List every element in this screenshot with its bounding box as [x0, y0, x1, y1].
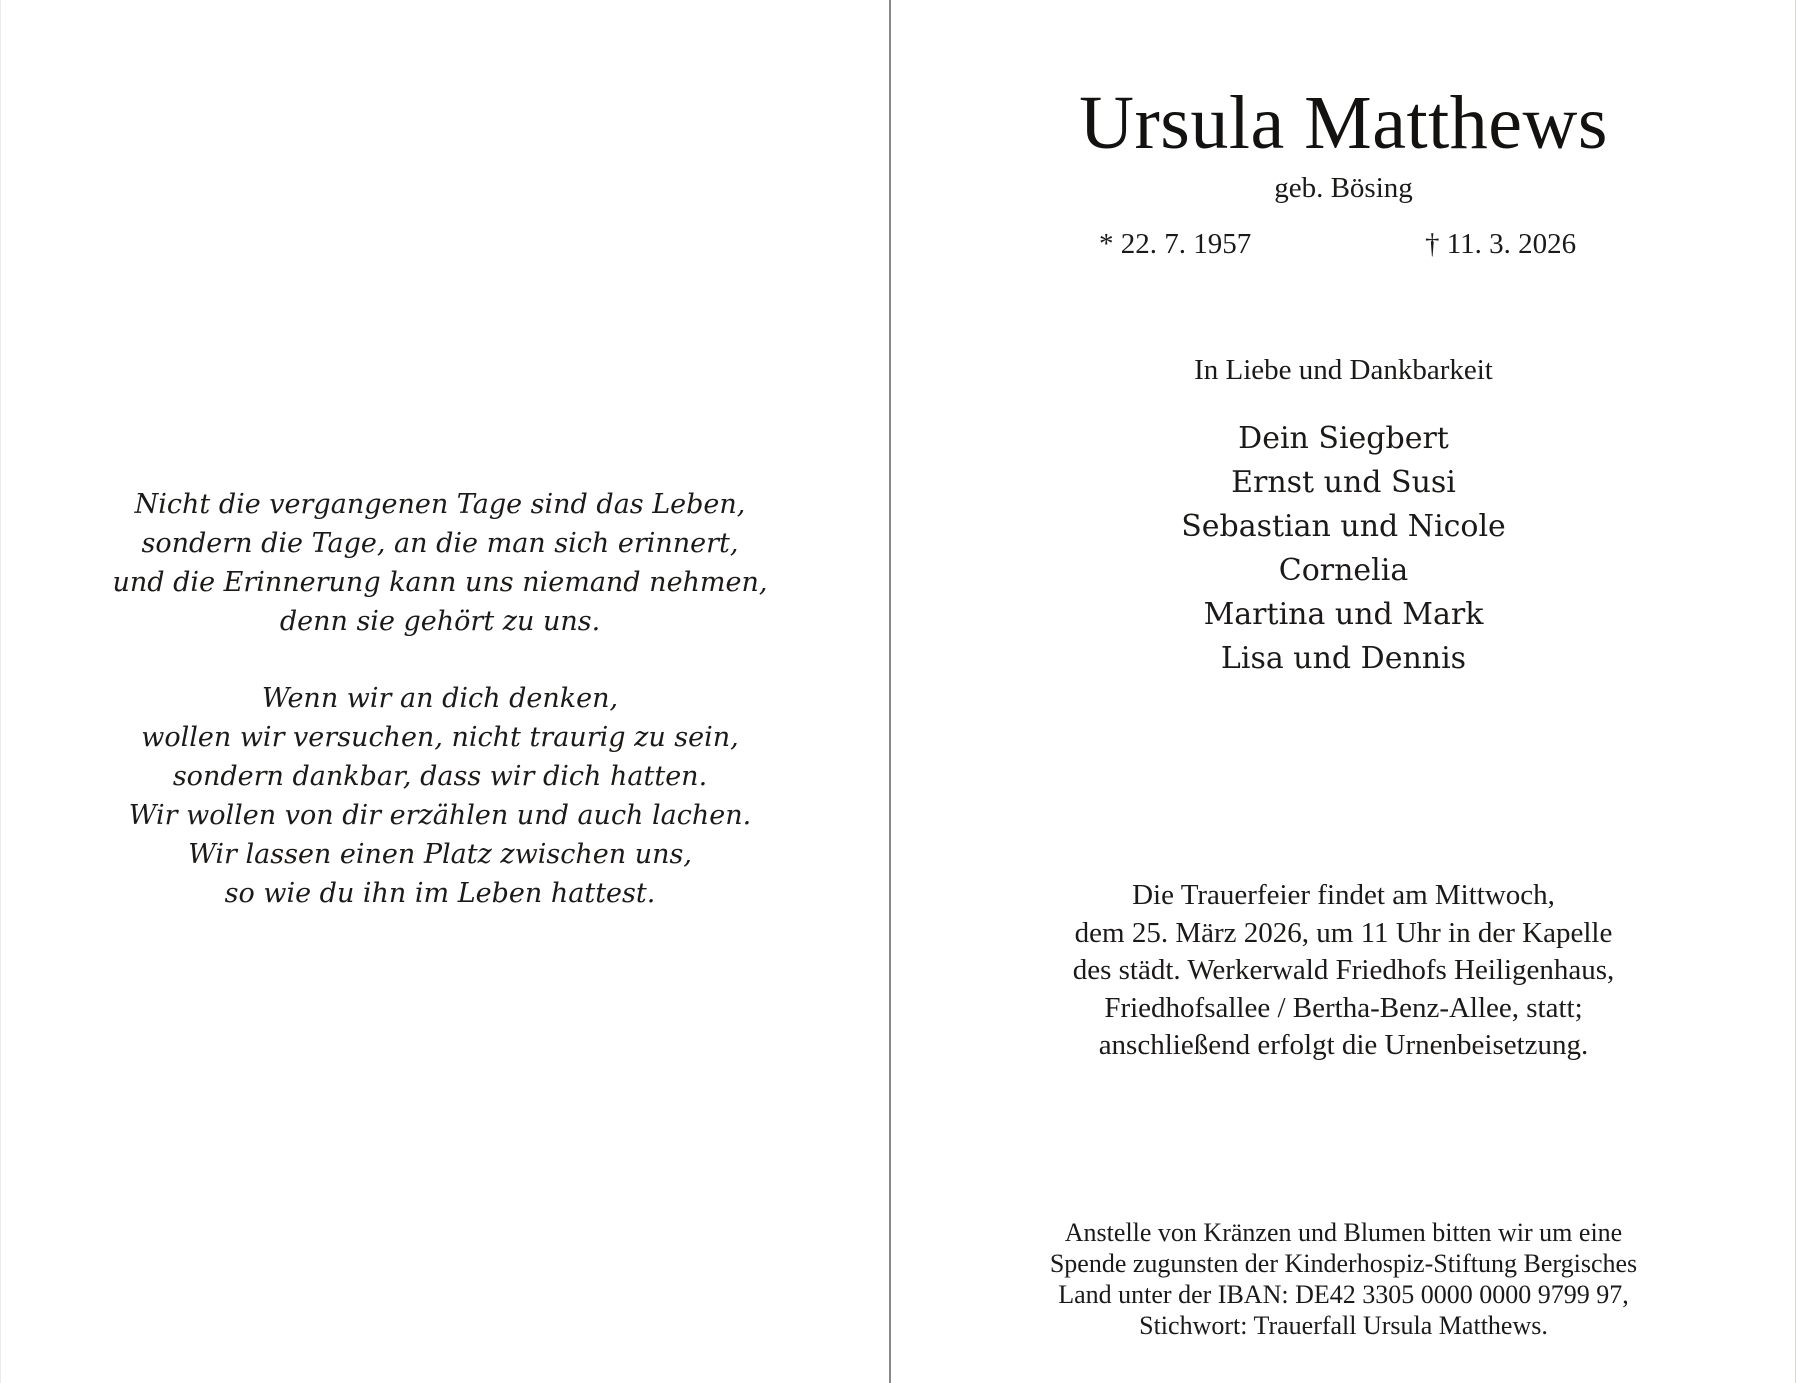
poem-line: Wir wollen von dir erzählen und auch lachen. [128, 800, 752, 831]
donation-line: Land unter der IBAN: DE42 3305 0000 0000 9799 97, [1058, 1280, 1629, 1309]
mourner-name: Ernst und Susi [1231, 465, 1456, 500]
poem-line: Nicht die vergangenen Tage sind das Leben, [134, 489, 746, 520]
donation-line: Stichwort: Trauerfall Ursula Matthews. [1139, 1311, 1548, 1340]
right-panel [891, 0, 1796, 1383]
ceremony-line: Die Trauerfeier findet am Mittwoch, [1132, 879, 1555, 911]
poem-line: wollen wir versuchen, nicht traurig zu sein, [141, 722, 739, 753]
poem-line: so wie du ihn im Leben hattest. [224, 878, 656, 909]
mourner-name: Dein Siegbert [1238, 421, 1449, 456]
donation-notice [891, 1217, 1796, 1341]
maiden-name: geb. Bösing [1274, 172, 1413, 204]
poem-line: sondern die Tage, an die man sich erinnert, [141, 528, 739, 559]
ceremony-line: dem 25. März 2026, um 11 Uhr in der Kapelle [1074, 916, 1613, 949]
mourner-name: Cornelia [1278, 553, 1409, 588]
deceased-name: Ursula Matthews [1079, 81, 1608, 165]
poem-stanza-2 [60, 679, 820, 913]
poem-line: und die Erinnerung kann uns niemand nehmen, [112, 567, 768, 598]
ceremony-line: Friedhofsallee / Bertha-Benz-Allee, statt; [1104, 991, 1583, 1024]
ceremony-line: des städt. Werkerwald Friedhofs Heiligenhaus, [1072, 954, 1615, 986]
poem-line: denn sie gehört zu uns. [279, 606, 601, 637]
ceremony-line: anschließend erfolgt die Urnenbeisetzung. [1098, 1029, 1589, 1061]
poem-line: Wir lassen einen Platz zwischen uns, [188, 839, 692, 870]
poem [60, 485, 820, 913]
mourner-name: Sebastian und Nicole [1181, 509, 1506, 544]
donation-line: Spende zugunsten der Kinderhospiz-Stiftung Bergisches [1049, 1249, 1638, 1278]
death-date: † 11. 3. 2026 [1425, 228, 1577, 260]
left-panel [0, 0, 889, 1383]
ceremony-notice [891, 877, 1796, 1065]
dedication: In Liebe und Dankbarkeit [1194, 354, 1493, 386]
birth-date: * 22. 7. 1957 [1099, 228, 1252, 260]
donation-line: Anstelle von Kränzen und Blumen bitten wir um eine [1064, 1218, 1623, 1247]
mourner-list [891, 417, 1796, 681]
mourner-name: Martina und Mark [1203, 597, 1484, 632]
mourner-name: Lisa und Dennis [1220, 641, 1467, 676]
poem-line: Wenn wir an dich denken, [261, 683, 619, 714]
poem-line: sondern dankbar, dass wir dich hatten. [172, 761, 708, 792]
poem-stanza-1 [60, 485, 820, 641]
